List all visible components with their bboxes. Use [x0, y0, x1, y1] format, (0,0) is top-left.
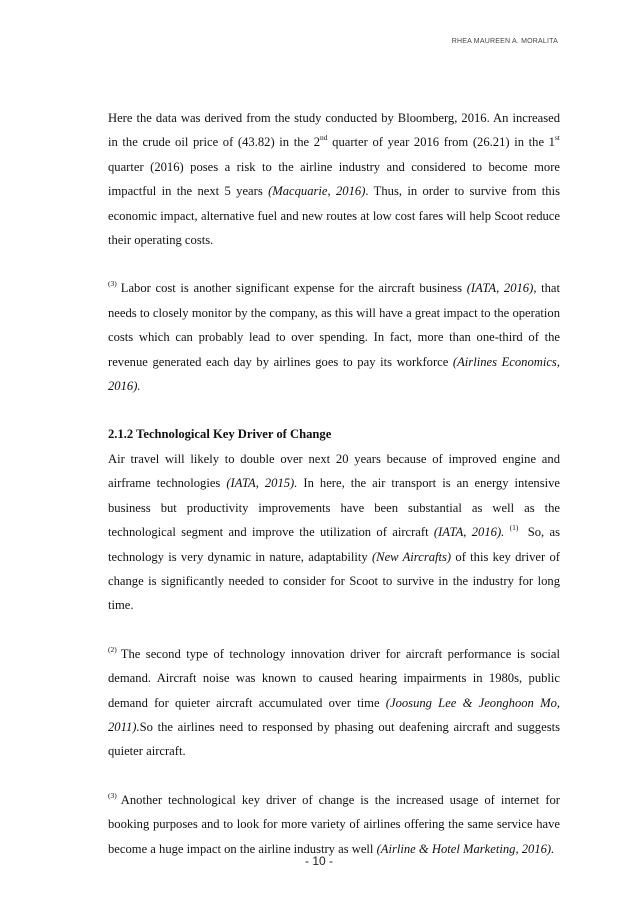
note-marker: (2)	[108, 644, 117, 654]
page-body	[108, 106, 560, 861]
citation: (Airline & Hotel Marketing, 2016).	[376, 841, 555, 856]
section-heading: 2.1.2 Technological Key Driver of Change	[108, 427, 332, 442]
text-run: So, as technology is very dynamic in nature, adaptability	[108, 525, 560, 564]
paragraph-social-demand	[108, 642, 560, 764]
citation: (IATA, 2016).	[433, 525, 505, 540]
page-number: - 10 -	[304, 854, 333, 868]
paragraph-air-travel	[108, 447, 560, 618]
citation: (IATA, 2015).	[226, 476, 298, 491]
page-header-author: RHEA MAUREEN A. MORALITA	[451, 38, 558, 45]
citation: (Macquarie, 2016)	[268, 184, 366, 199]
text-run: quarter (2016) poses a risk to the airline industry and considered to become more impactful in the next 5 years	[108, 159, 560, 199]
note-marker: (1)	[509, 523, 519, 533]
note-marker: (3)	[108, 279, 117, 289]
text-run: of this key driver of change is significantly needed to consider for Scoot to survive in the industry for long time.	[108, 549, 560, 613]
text-run: Air travel will likely to double over next 20 years because of improved engine and airframe technologies	[108, 451, 560, 491]
note-marker: (3)	[108, 790, 117, 800]
text-run: Labor cost is another significant expense for the aircraft business	[120, 281, 467, 296]
citation: (Airlines Economics, 2016).	[108, 354, 560, 394]
citation: (Joosung Lee & Jeonghoon Mo, 2011).	[108, 695, 561, 734]
citation: (New Aircrafts)	[371, 549, 452, 564]
text-run: Here the data was derived from the study conducted by Bloomberg, 2016. An increased in the crude oil price of (43.82) in the 2	[108, 111, 560, 150]
text-run: quarter of year 2016 from (26.21) in the 1	[327, 135, 555, 150]
text-run: So the airlines need to responsed by phasing out deafening aircraft and suggests quieter aircraft.	[108, 719, 560, 759]
superscript: nd	[320, 133, 328, 143]
superscript: st	[554, 133, 560, 143]
text-run: The second type of technology innovation driver for aircraft performance is social demand. Aircraft noise was known to caused hearing impairments in 1980s, public demand for quieter aircraft accumulated over time	[108, 646, 560, 710]
citation: (IATA, 2016)	[466, 281, 534, 296]
paragraph-oil-price	[108, 106, 560, 252]
paragraph-labor-cost	[108, 276, 560, 398]
text-run: In here, the air transport is an energy intensive business but productivity improvements have been substantial as well as the technological segment and improve the utilization of aircraft	[108, 476, 561, 540]
paragraph-internet-booking	[108, 788, 560, 861]
text-run: , that needs to closely monitor by the company, as this will have a great impact to the operation costs which can probably lead to over spending. In fact, more than one-third of the revenue generated each day by airlines goes to pay its workforce	[108, 281, 561, 369]
text-run: . Thus, in order to survive from this economic impact, alternative fuel and new routes at low cost fares will help Scoot reduce their operating costs.	[108, 184, 560, 248]
text-run: Another technological key driver of change is the increased usage of internet for booking purposes and to look for more variety of airlines offering the same service have become a huge impact on the airline industry as well	[108, 792, 560, 856]
